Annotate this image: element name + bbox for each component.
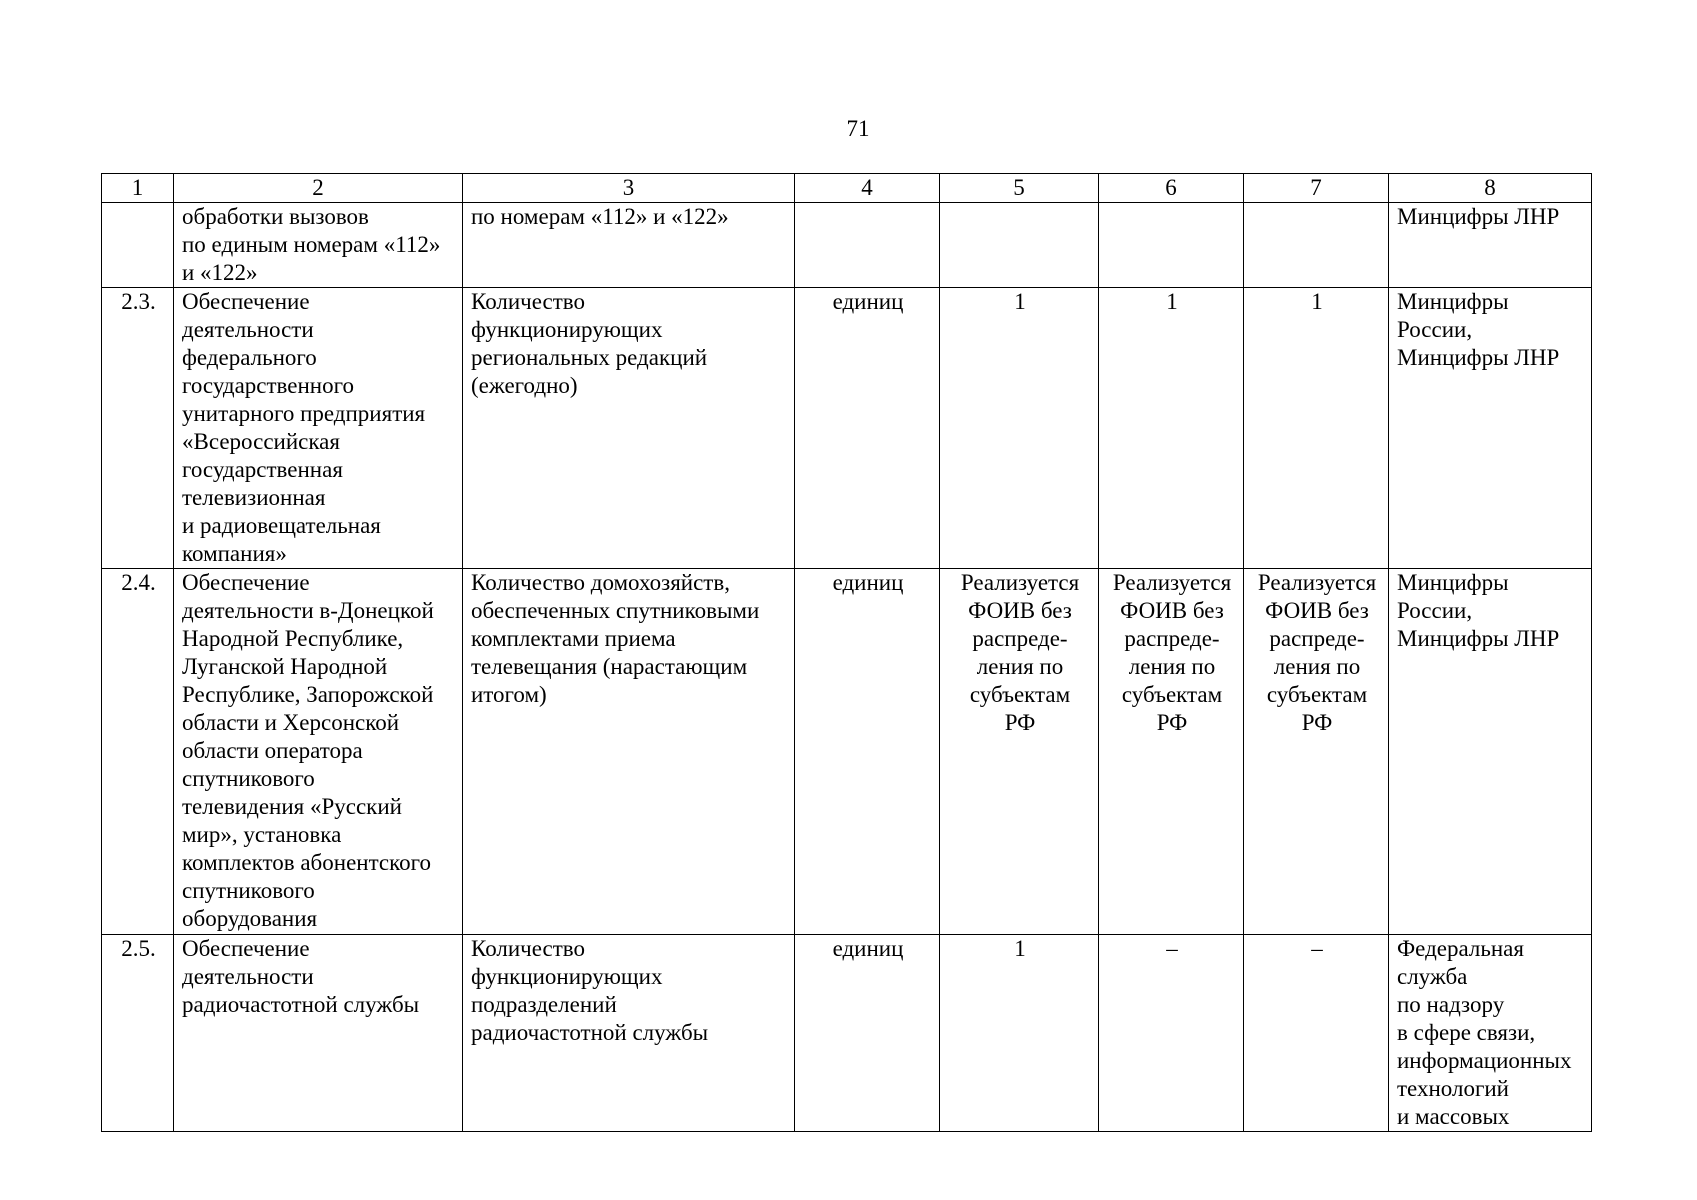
page-number: 71 — [846, 116, 870, 141]
column-header-3: 3 — [463, 174, 795, 203]
table-row — [102, 569, 1592, 935]
value-col5-cell — [940, 203, 1099, 288]
value-col6-cell: 1 — [1099, 288, 1244, 569]
value-col5-cell: 1 — [940, 935, 1099, 1132]
value-col6-cell — [1099, 203, 1244, 288]
activity-cell: Обеспечение деятельности в-Донецкой Народной Республике, Луганской Народной Республике, Запорожской области и Херсонской области оператора спутникового телевидения «Русский мир», установка комплектов абонентского спутникового оборудования — [174, 569, 463, 935]
unit-cell: единиц — [795, 935, 940, 1132]
responsible-cell: Минцифры России, Минцифры ЛНР — [1389, 569, 1592, 935]
responsible-cell: Федеральная служба по надзору в сфере связи, информационных технологий и массовых — [1389, 935, 1592, 1132]
column-header-7: 7 — [1244, 174, 1389, 203]
activity-cell: Обеспечение деятельности федерального государственного унитарного предприятия «Всероссийская государственная телевизионная и радиовещательная компания» — [174, 288, 463, 569]
table-row — [102, 203, 1592, 288]
indicator-cell: Количество функционирующих подразделений радиочастотной службы — [463, 935, 795, 1132]
column-header-5: 5 — [940, 174, 1099, 203]
unit-cell — [795, 203, 940, 288]
activity-cell: Обеспечение деятельности радиочастотной службы — [174, 935, 463, 1132]
activity-cell: обработки вызовов по единым номерам «112» и «122» — [174, 203, 463, 288]
unit-cell: единиц — [795, 288, 940, 569]
row-number — [102, 203, 174, 288]
value-col7-cell — [1244, 203, 1389, 288]
indicator-cell: Количество функционирующих региональных редакций (ежегодно) — [463, 288, 795, 569]
responsible-cell: Минцифры ЛНР — [1389, 203, 1592, 288]
row-number: 2.3. — [102, 288, 174, 569]
value-col6-cell: Реализуется ФОИВ без распреде- ления по субъектам РФ — [1099, 569, 1244, 935]
column-header-1: 1 — [102, 174, 174, 203]
column-header-4: 4 — [795, 174, 940, 203]
value-col7-cell: Реализуется ФОИВ без распреде- ления по субъектам РФ — [1244, 569, 1389, 935]
table-row — [102, 288, 1592, 569]
table-row — [102, 935, 1592, 1132]
indicator-cell: Количество домохозяйств, обеспеченных спутниковыми комплектами приема телевещания (нарастающим итогом) — [463, 569, 795, 935]
value-col7-cell: – — [1244, 935, 1389, 1132]
value-col5-cell: Реализуется ФОИВ без распреде- ления по субъектам РФ — [940, 569, 1099, 935]
row-number: 2.4. — [102, 569, 174, 935]
unit-cell: единиц — [795, 569, 940, 935]
column-header-8: 8 — [1389, 174, 1592, 203]
value-col5-cell: 1 — [940, 288, 1099, 569]
indicator-cell: по номерам «112» и «122» — [463, 203, 795, 288]
row-number: 2.5. — [102, 935, 174, 1132]
value-col7-cell: 1 — [1244, 288, 1389, 569]
table-header-row — [102, 174, 1592, 203]
responsible-cell: Минцифры России, Минцифры ЛНР — [1389, 288, 1592, 569]
column-header-2: 2 — [174, 174, 463, 203]
document-table — [101, 173, 1592, 1132]
value-col6-cell: – — [1099, 935, 1244, 1132]
column-header-6: 6 — [1099, 174, 1244, 203]
